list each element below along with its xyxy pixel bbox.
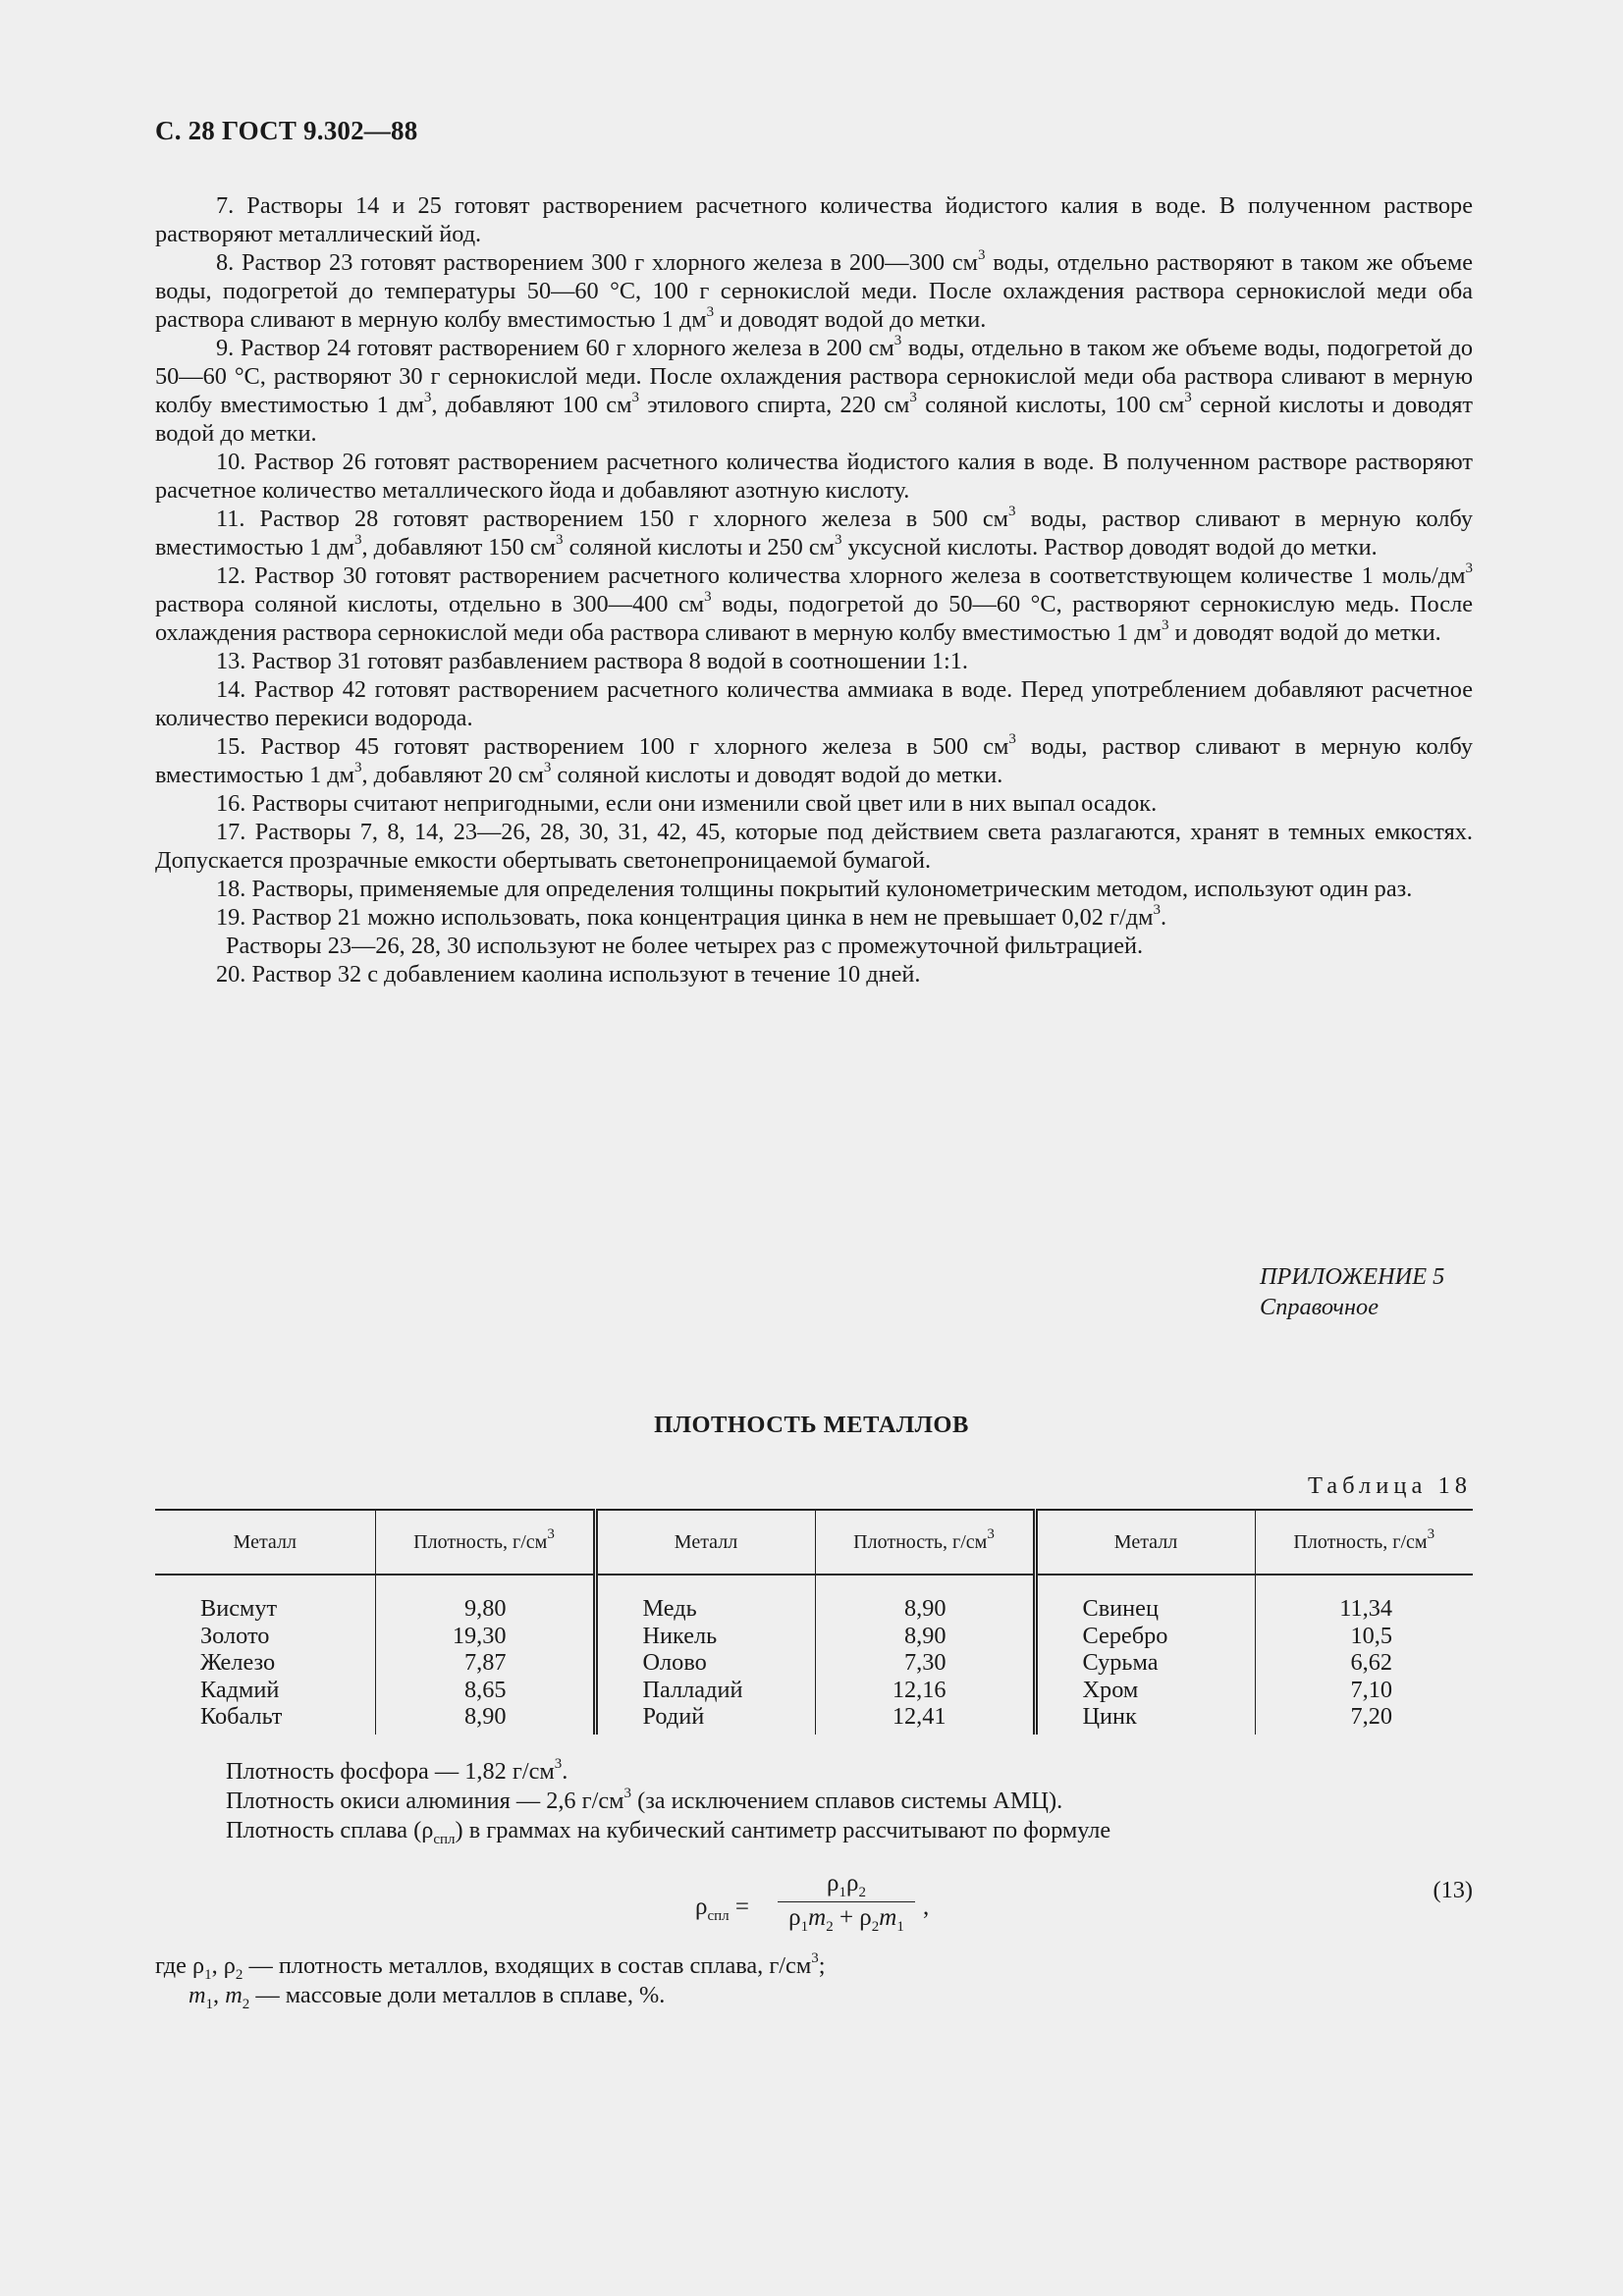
formula-fraction [778,1870,915,1935]
legend-mass: $m_1$, $m_2$ — массовые доли металлов в сплаве, %. [189,1982,666,2012]
density-value: 6,62 [1350,1649,1392,1676]
note-alumina: Плотность окиси алюминия — 2,6 $г/см^3$ (за исключением сплавов системы АМЦ). [226,1785,1063,1814]
metal-name: Висмут [200,1595,278,1622]
metal-name: Медь [642,1595,697,1622]
paragraph-19-note: Растворы 23—26, 28, 30 используют не более четырех раз с промежуточной фильтрацией. [226,933,1144,959]
metal-name: Хром [1082,1676,1139,1703]
metal-name: Олово [642,1649,707,1676]
density-column-1 [375,1575,595,1735]
appendix-label [1260,1261,1444,1322]
note-phosphorus: Плотность фосфора — 1,82 $г/см^3$. [226,1755,568,1785]
paragraph-10: 10. Раствор 26 готовят растворением расчетного количества йодистого калия в воде. В полученном растворе растворяют расчетное количество металлического йода и добавляют азотную кислоту. [155,449,1473,504]
formula-comma: , [923,1894,930,1920]
metal-name: Никель [642,1622,718,1649]
metal-name: Кадмий [200,1676,280,1703]
density-value: 10,5 [1350,1622,1392,1649]
appendix-type: Справочное [1260,1294,1379,1320]
header-density: Плотность, $г/см^3$ [375,1510,595,1575]
density-value: 12,41 [892,1703,947,1730]
paragraph-14: 14. Раствор 42 готовят растворением расчетного количества аммиака в воде. Перед употреблением добавляют расчетное количество перекиси водорода. [155,676,1473,731]
header-density: Плотность, $г/см^3$ [815,1510,1035,1575]
density-table [155,1509,1473,1735]
paragraph-17: 17. Растворы 7, 8, 14, 23—26, 28, 30, 31, 42, 45, которые под действием света разлагаются, хранят в темных емкостях. Допускается прозрачные емкости обертывать светонепроницаемой бумагой. [155,819,1473,874]
density-value: 7,87 [463,1649,507,1676]
density-column-3 [1255,1575,1473,1735]
formula-denominator: $\rho_1m_2 + \rho_2m_1$ [788,1904,904,1935]
paragraph-12: 12. Раствор 30 готовят растворением расчетного количества хлорного железа в соответствующем количестве 1 моль/$дм^3$ раствора соляной кислоты, отдельно в 300—400 $см^3$ воды, подогретой до 50—60 °С, растворяют сернокислую медь. После охлаждения раствора сернокислой меди оба раствора сливают в мерную колбу вместимостью 1 $дм^3$ и доводят водой до метки. [155,560,1473,646]
metal-column-3 [1035,1575,1255,1735]
density-value: 8,90 [463,1703,507,1730]
density-value: 8,65 [463,1676,507,1703]
legend-rho: где $\rho_1$, $\rho_2$ — плотность металлов, входящих в состав сплава, $г/см^3$; [155,1949,826,1983]
header-metal: Металл [595,1510,815,1575]
metal-name: Серебро [1082,1622,1168,1649]
header-metal: Металл [1035,1510,1255,1575]
metal-name: Золото [200,1622,270,1649]
header-density: Плотность, $г/см^3$ [1255,1510,1473,1575]
paragraph-15: 15. Раствор 45 готовят растворением 100 г хлорного железа в 500 $см^3$ воды, раствор сливают в мерную колбу вместимостью 1 $дм^3$, добавляют 20 $см^3$ соляной кислоты и доводят водой до метки. [155,730,1473,788]
formula-numerator: $\rho_1\rho_2$ [778,1870,915,1902]
metal-name: Родий [642,1703,705,1730]
metal-name: Сурьма [1082,1649,1159,1676]
metal-name: Железо [200,1649,276,1676]
appendix-number: ПРИЛОЖЕНИЕ 5 [1260,1263,1445,1290]
body-text [155,191,1473,988]
metal-name: Цинк [1082,1703,1137,1730]
density-value: 12,16 [892,1676,947,1703]
paragraph-18: 18. Растворы, применяемые для определения толщины покрытий кулонометрическим методом, используют один раз. [216,876,1413,902]
density-column-2 [815,1575,1035,1735]
page-header: С. 28 ГОСТ 9.302—88 [155,116,418,145]
density-value: 11,34 [1339,1595,1392,1622]
density-value: 8,90 [903,1595,947,1622]
formula-lhs: $\rho_{спл}$ = [695,1894,750,1924]
note-alloy: Плотность сплава $(\rho_{спл})$ в граммах на кубический сантиметр рассчитывают по формуле [226,1817,1111,1847]
density-notes [226,1757,1110,1845]
paragraph-20: 20. Раствор 32 с добавлением каолина используют в течение 10 дней. [216,961,921,988]
paragraph-9: 9. Раствор 24 готовят растворением 60 г хлорного железа в 200 $см^3$ воды, отдельно в таком же объеме воды, подогретой до 50—60 °С, растворяют 30 г сернокислой меди. После охлаждения раствора сернокислой меди оба раствора сливают в мерную колбу вместимостью 1 $дм^3$, добавляют 100 $см^3$ этилового спирта, 220 $см^3$ соляной кислоты, 100 $см^3$ серной кислоты и доводят водой до метки. [155,332,1474,447]
header-metal: Металл [155,1510,375,1575]
metal-column-2 [595,1575,815,1735]
metal-name: Кобальт [200,1703,283,1730]
metal-name: Палладий [642,1676,743,1703]
density-value: 7,10 [1350,1676,1392,1703]
density-value: 7,30 [903,1649,947,1676]
table-row [155,1575,1473,1735]
equation-number: (13) [1433,1877,1473,1903]
paragraph-13: 13. Раствор 31 готовят разбавлением раствора 8 водой в соотношении 1:1. [216,648,968,674]
density-value: 8,90 [903,1622,947,1649]
metal-column-1 [155,1575,375,1735]
paragraph-8: 8. Раствор 23 готовят растворением 300 г хлорного железа в 200—300 $см^3$ воды, отдельно растворяют в таком же объеме воды, подогретой до температуры 50—60 °С, 100 г сернокислой меди. После охлаждения раствора сернокислой меди оба раствора сливают в мерную колбу вместимостью 1 $дм^3$ и доводят водой до метки. [155,246,1473,333]
density-value: 9,80 [463,1595,507,1622]
paragraph-16: 16. Растворы считают непригодными, если они изменили свой цвет или в них выпал осадок. [216,790,1158,817]
table-caption: Таблица 18 [1307,1472,1472,1499]
formula-legend [155,1951,825,2010]
density-value: 7,20 [1350,1703,1392,1730]
metal-name: Свинец [1082,1595,1159,1622]
section-title: ПЛОТНОСТЬ МЕТАЛЛОВ [654,1412,969,1438]
paragraph-19: 19. Раствор 21 можно использовать, пока концентрация цинка в нем не превышает 0,02 $г/дм^3$. [216,901,1167,931]
table-header-row [155,1510,1473,1575]
paragraph-11: 11. Раствор 28 готовят растворением 150 г хлорного железа в 500 $см^3$ воды, раствор сливают в мерную колбу вместимостью 1 $дм^3$, добавляют 150 $см^3$ соляной кислоты и 250 $см^3$ уксусной кислоты. Раствор доводят водой до метки. [155,503,1473,561]
paragraph-7: 7. Растворы 14 и 25 готовят растворением расчетного количества йодистого калия в воде. В полученном растворе растворяют металлический йод. [155,192,1473,247]
density-value: 19,30 [452,1622,507,1649]
